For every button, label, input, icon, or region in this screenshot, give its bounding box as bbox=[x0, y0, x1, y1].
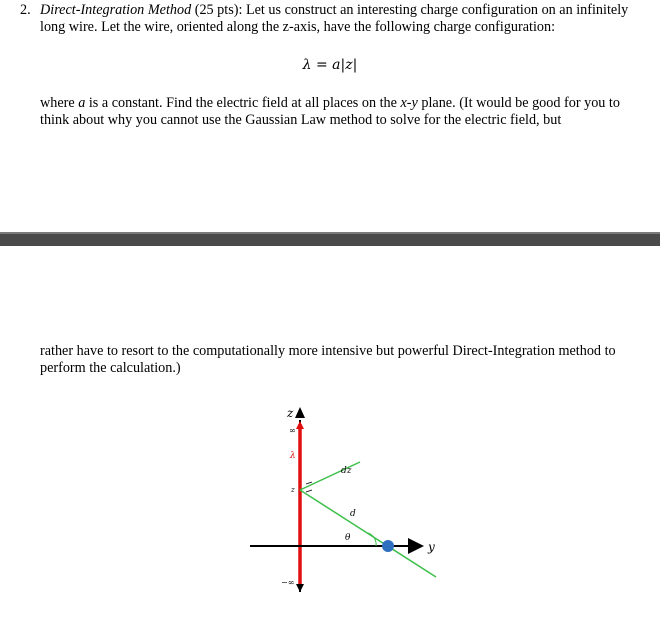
theta-label: θ bbox=[345, 533, 351, 543]
d-label: d bbox=[350, 509, 356, 519]
field-point bbox=[382, 540, 394, 552]
dz-mark-bottom bbox=[306, 490, 312, 492]
para1-text-c: plane. (It would be good for you to think about why you cannot use the Gaussian Law method to solve for the electric field, but bbox=[40, 95, 620, 128]
problem-number: 2. bbox=[20, 2, 31, 18]
para1-text-a: where bbox=[40, 95, 79, 111]
problem-points: (25 pts): bbox=[194, 2, 243, 18]
wire-arrow-up-icon bbox=[296, 421, 304, 429]
infinity-top-label: ∞ bbox=[289, 426, 296, 435]
page-divider bbox=[0, 232, 660, 246]
z-axis-label: z bbox=[287, 406, 294, 420]
wire-diagram bbox=[240, 402, 460, 602]
paragraph-2: rather have to resort to the computationally more intensive but powerful Direct-Integration method to perform the calculation.) bbox=[40, 343, 616, 376]
wire-arrow-down-icon bbox=[296, 584, 304, 592]
z-position-label: z bbox=[291, 486, 295, 494]
z-axis-arrow-icon bbox=[295, 407, 305, 418]
problem-statement bbox=[20, 2, 650, 36]
problem-title: Direct-Integration Method bbox=[40, 2, 192, 18]
y-axis-label: y bbox=[428, 540, 435, 554]
charge-equation: λ = a|z| bbox=[302, 57, 358, 73]
xy-plane: x-y bbox=[400, 95, 418, 111]
constant-a: a bbox=[78, 95, 86, 111]
problem-intro: Let us construct an interesting charge configuration on an infinitely long wire. Let the wire, oriented along the z-axis, have the following charge configuration: bbox=[40, 2, 629, 35]
para1-text-b: is a constant. Find the electric field at all places on the bbox=[85, 95, 401, 111]
lambda-label: λ bbox=[290, 451, 296, 461]
paragraph-1 bbox=[40, 95, 650, 129]
dz-mark-top bbox=[306, 482, 312, 484]
neg-infinity-label: −∞ bbox=[281, 578, 295, 587]
dz-label: dz bbox=[341, 466, 352, 476]
